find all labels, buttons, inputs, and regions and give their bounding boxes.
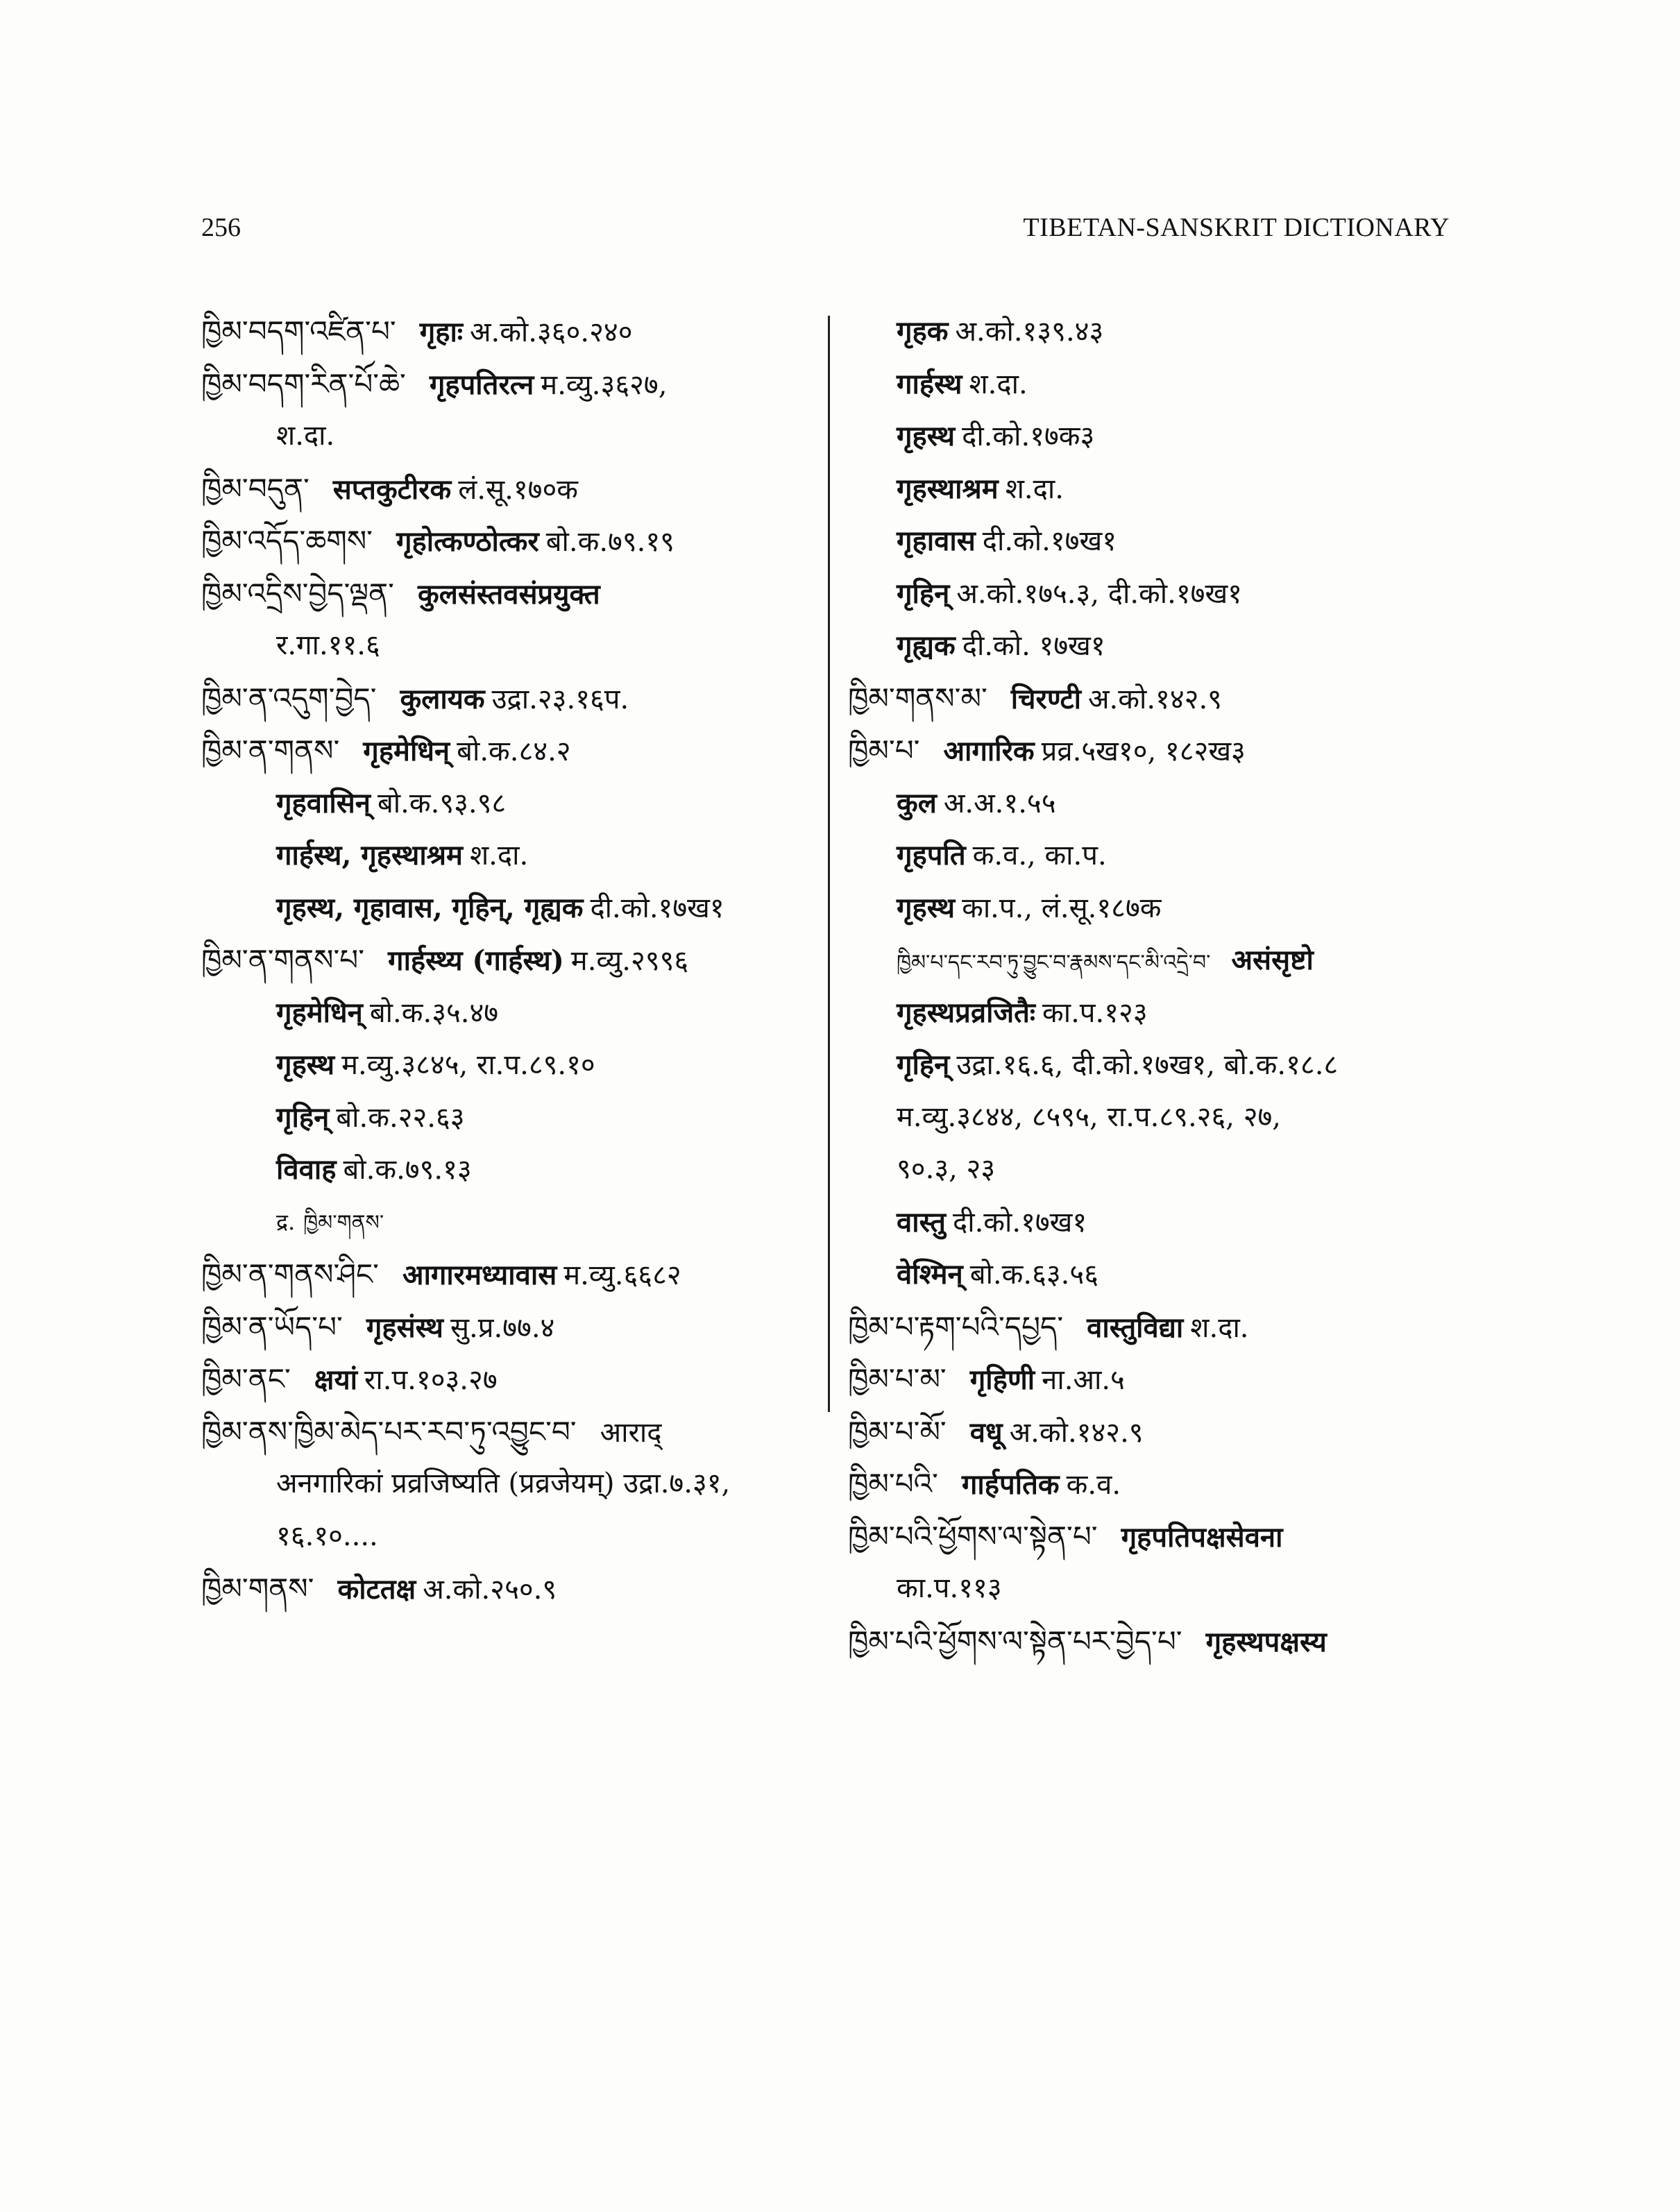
dictionary-line (848, 1406, 1486, 1458)
source-reference: आराद् (600, 1416, 662, 1449)
dictionary-line (848, 358, 1486, 411)
dictionary-line (201, 1039, 826, 1091)
tibetan-headword: ཁྱིམ་པ་མོ་ (848, 1414, 947, 1449)
sanskrit-equivalent: गृहस्थ (276, 1048, 335, 1081)
source-reference: र.गा.११.६ (276, 629, 380, 661)
dictionary-line (201, 358, 826, 411)
dictionary-line (848, 1511, 1486, 1563)
source-reference: दी.को.१७क३ (962, 420, 1095, 452)
sanskrit-equivalent: कुल (897, 786, 937, 819)
dictionary-line (848, 829, 1486, 882)
dictionary-line (848, 568, 1486, 620)
source-reference: क.व. (1066, 1469, 1121, 1501)
source-reference: रा.प.१०३.२७ (364, 1364, 498, 1396)
sanskrit-equivalent: वास्तुविद्या (1087, 1311, 1184, 1344)
tibetan-headword: ཁྱིམ་ན་གནས་པ་ (201, 943, 365, 977)
left-column (201, 305, 826, 1615)
sanskrit-equivalent: गृहिन् (897, 577, 950, 610)
source-reference: अ.को.१७५.३, दी.को.१७ख१ (956, 577, 1242, 610)
source-reference: लं.सू.१७०क (458, 473, 578, 506)
source-reference: म.व्यु.६६८२ (563, 1259, 681, 1291)
dictionary-line (848, 672, 1486, 725)
dictionary-line (848, 1615, 1486, 1668)
tibetan-headword: ཁྱིམ་གནས་མ་ (848, 681, 987, 715)
sanskrit-equivalent: कोटतक्ष (337, 1573, 416, 1606)
sanskrit-equivalent: चिरण्टी (1010, 682, 1081, 715)
source-reference: अ.को.१४२.९ (1087, 683, 1222, 715)
source-reference: म.व्यु.३८४४, ८५९५, रा.प.८९.२६, २७, (897, 1100, 1282, 1133)
source-reference: प्रव्र.५ख१०, १८२ख३ (1041, 735, 1246, 767)
tibetan-headword: ཁྱིམ་གནས་ (201, 1572, 314, 1606)
dictionary-line (201, 463, 826, 516)
source-reference: अ.को.३६०.२४० (469, 316, 633, 348)
sanskrit-equivalent: गृहावास (897, 525, 976, 557)
source-reference: का.प.११३ (897, 1572, 1002, 1604)
dictionary-line (201, 724, 826, 777)
dictionary-line (848, 515, 1486, 568)
sanskrit-equivalent: गृहपतिपक्षसेवना (1121, 1520, 1283, 1554)
source-reference: म.व्यु.३८४५, रा.प.८९.१० (341, 1049, 595, 1081)
sanskrit-equivalent: गृहस्थपक्षस्य (1205, 1625, 1327, 1658)
dictionary-line (201, 305, 826, 358)
dictionary-line (201, 1563, 826, 1615)
sanskrit-equivalent: गृहवासिन् (276, 786, 371, 819)
source-reference: अ.अ.१.५५ (943, 787, 1056, 819)
sanskrit-equivalent: वास्तु (897, 1205, 946, 1239)
source-reference: दी.को.१७ख१ (982, 525, 1117, 557)
source-reference: अनगारिकां प्रव्रजिष्यति (प्रव्रजेयम्) उद्रा.७.३१, (276, 1467, 731, 1499)
tibetan-headword: ཁྱིམ་པ་ (848, 733, 920, 767)
tibetan-headword: ཁྱིམ་པ་མ་ (848, 1362, 947, 1396)
dictionary-line (201, 568, 826, 620)
source-reference: श.दा. (1190, 1311, 1249, 1344)
sanskrit-equivalent: गृहक (897, 315, 949, 348)
sanskrit-equivalent: गार्हपतिक (961, 1468, 1060, 1501)
sanskrit-equivalent: गृहोत्कण्ठोत्कर (396, 525, 539, 558)
tibetan-headword: ཁྱིམ་ན་ཡོད་པ་ (201, 1309, 343, 1344)
tibetan-headword: ཁྱིམ་འདྲིས་བྱེད་ལྡན་ (201, 576, 394, 611)
tibetan-headword: ཁྱིམ་ན་འདུག་བྱེད་ (201, 681, 377, 715)
source-reference: अ.को.१४२.९ (1009, 1416, 1144, 1449)
dictionary-line (848, 305, 1486, 358)
tibetan-headword: ཁྱིམ་པའི་ཕྱོགས་ལ་སྟེན་པར་བྱེད་པ་ (848, 1624, 1182, 1658)
source-reference: दी.को.१७ख१ (590, 892, 724, 924)
dictionary-line (848, 777, 1486, 830)
sanskrit-equivalent: कुलसंस्तवसंप्रयुक्त (418, 577, 600, 611)
sanskrit-equivalent: गृहमेधिन् (363, 735, 450, 767)
sanskrit-equivalent: क्षयां (314, 1363, 358, 1396)
source-reference: बो.क.७९.१९ (545, 526, 674, 558)
tibetan-headword: ཁྱིམ་བདག་འཛིན་པ་ (201, 314, 396, 348)
dictionary-line (201, 934, 826, 987)
tibetan-phrase: ཁྱིམ་པ་དང་རབ་ཏུ་བྱུང་བ་རྣམས་དང་མི་འདྲེ་བ་ (897, 951, 1211, 975)
dictionary-line (201, 620, 826, 672)
tibetan-headword: ཁྱིམ་པ་རྟག་པའི་དཔྱད་ (848, 1309, 1064, 1344)
dictionary-line (848, 1196, 1486, 1249)
dictionary-line (848, 1248, 1486, 1301)
tibetan-headword: ཁྱིམ་ནས་ཁྱིམ་མེད་པར་རབ་ཏུ་འབྱུང་བ་ (201, 1414, 577, 1449)
sanskrit-equivalent: गृहमेधिन् (276, 996, 363, 1029)
right-column (848, 305, 1486, 1667)
source-reference: उद्रा.१६.६, दी.को.१७ख१, बो.क.१८.८ (956, 1049, 1339, 1081)
sanskrit-equivalent: गृहस्थ (897, 420, 956, 452)
dictionary-line (848, 987, 1486, 1039)
source-reference: बो.क.९३.९८ (377, 787, 507, 819)
sanskrit-equivalent: विवाह (276, 1153, 337, 1186)
tibetan-headword: ཁྱིམ་འདོད་ཆགས་ (201, 524, 373, 558)
dictionary-line (201, 672, 826, 725)
dictionary-line (848, 934, 1486, 987)
dictionary-line (848, 1091, 1486, 1144)
dictionary-line (201, 882, 826, 935)
sanskrit-equivalent: असंसृष्टो (1231, 944, 1314, 976)
dictionary-line (848, 882, 1486, 935)
sanskrit-equivalent: गृहस्थ (897, 891, 956, 924)
sanskrit-equivalent: गृहाः (419, 316, 463, 348)
source-reference: क.व., का.प. (972, 840, 1107, 871)
source-reference: अ.को.२५०.९ (423, 1574, 557, 1606)
source-reference: १६.१०.... (276, 1520, 378, 1552)
sanskrit-equivalent: गृहस्थ, गृहावास, गृहिन्, गृह्यक (276, 891, 584, 924)
dictionary-line (848, 724, 1486, 777)
sanskrit-equivalent: गृहसंस्थ (366, 1311, 443, 1344)
dictionary-line (848, 1458, 1486, 1511)
dictionary-line (848, 410, 1486, 463)
source-reference: दी.को. १७ख१ (962, 630, 1105, 662)
sanskrit-equivalent: गृहपति (897, 839, 966, 871)
source-reference: ना.आ.५ (1042, 1364, 1125, 1396)
source-reference: उद्रा.२३.१६प. (491, 683, 629, 715)
dictionary-line (201, 1143, 826, 1196)
source-reference: का.प., लं.सू.१८७क (962, 892, 1162, 924)
dictionary-line (848, 1143, 1486, 1196)
dictionary-line (201, 515, 826, 568)
tibetan-headword: ཁྱིམ་ན་གནས་ (201, 733, 340, 767)
sanskrit-equivalent: गृहिन् (897, 1048, 950, 1081)
sanskrit-equivalent: गृहस्थाश्रम (897, 472, 999, 505)
sanskrit-equivalent: गृहस्थप्रव्रजितैः (897, 996, 1035, 1029)
source-reference: बो.क.७९.१३ (343, 1154, 472, 1186)
source-reference: द्र. (276, 1208, 296, 1235)
source-reference: श.दा. (469, 840, 529, 871)
tibetan-headword: ཁྱིམ་པའི་ (848, 1467, 938, 1501)
sanskrit-equivalent: आगारिक (943, 735, 1035, 767)
source-reference: बो.क.२२.६३ (336, 1101, 465, 1134)
dictionary-line (201, 1406, 826, 1458)
sanskrit-equivalent: आगारमध्यावास (402, 1259, 557, 1291)
tibetan-phrase: ཁྱིམ་གནས་ (303, 1210, 384, 1235)
sanskrit-equivalent: वेश्मिन् (897, 1258, 963, 1291)
tibetan-headword: ཁྱིམ་ན་གནས་ཤིང་ (201, 1257, 379, 1291)
dictionary-line (848, 463, 1486, 516)
dictionary-line (201, 1248, 826, 1301)
tibetan-headword: ཁྱིམ་ནང་ (201, 1362, 291, 1396)
source-reference: श.दा. (276, 420, 335, 452)
source-reference: म.व्यु.२९९६ (570, 945, 689, 977)
column-divider (828, 316, 830, 1412)
sanskrit-equivalent: गार्हस्थ्य (गार्हस्थ) (388, 944, 564, 977)
dictionary-line (848, 620, 1486, 672)
dictionary-line (201, 1353, 826, 1406)
source-reference: सु.प्र.७७.४ (450, 1311, 555, 1344)
sanskrit-equivalent: वधू (969, 1415, 1003, 1449)
dictionary-line (201, 1301, 826, 1354)
dictionary-line (848, 1039, 1486, 1091)
dictionary-line (201, 410, 826, 463)
dictionary-line (848, 1301, 1486, 1354)
dictionary-line (201, 1196, 826, 1249)
source-reference: दी.को.१७ख१ (952, 1206, 1087, 1239)
dictionary-line (848, 1563, 1486, 1615)
source-reference: बो.क.८४.२ (457, 735, 571, 767)
sanskrit-equivalent: कुलायक (400, 682, 485, 715)
sanskrit-equivalent: गृह्यक (897, 629, 956, 662)
dictionary-line (201, 1511, 826, 1563)
source-reference: ९०.३, २३ (897, 1153, 996, 1185)
dictionary-line (201, 777, 826, 830)
dictionary-line (848, 1353, 1486, 1406)
tibetan-headword: ཁྱིམ་བདུན་ (201, 471, 309, 506)
sanskrit-equivalent: गृहिन् (276, 1100, 330, 1134)
dictionary-line (201, 1091, 826, 1144)
dictionary-line (201, 987, 826, 1039)
tibetan-headword: ཁྱིམ་བདག་རིན་པོ་ཆེ་ (201, 366, 406, 401)
source-reference: म.व्यु.३६२७, (541, 368, 668, 401)
sanskrit-equivalent: सप्तकुटीरक (332, 473, 452, 506)
dictionary-line (201, 1458, 826, 1511)
source-reference: श.दा. (969, 368, 1028, 400)
page-number: 256 (201, 213, 241, 242)
sanskrit-equivalent: गृहपतिरत्न (429, 368, 534, 401)
source-reference: बो.क.६३.५६ (969, 1259, 1098, 1291)
source-reference: बो.क.३५.४७ (369, 996, 499, 1029)
sanskrit-equivalent: गार्हस्थ, गृहस्थाश्रम (276, 839, 463, 871)
source-reference: अ.को.१३९.४३ (955, 316, 1104, 348)
source-reference: श.दा. (1005, 473, 1064, 505)
dictionary-line (201, 829, 826, 882)
source-reference: का.प.१२३ (1042, 996, 1148, 1029)
running-title: TIBETAN-SANSKRIT DICTIONARY (1023, 213, 1450, 242)
sanskrit-equivalent: गार्हस्थ (897, 367, 962, 400)
sanskrit-equivalent: गृहिणी (969, 1363, 1035, 1396)
tibetan-headword: ཁྱིམ་པའི་ཕྱོགས་ལ་སྟེན་པ་ (848, 1519, 1098, 1554)
